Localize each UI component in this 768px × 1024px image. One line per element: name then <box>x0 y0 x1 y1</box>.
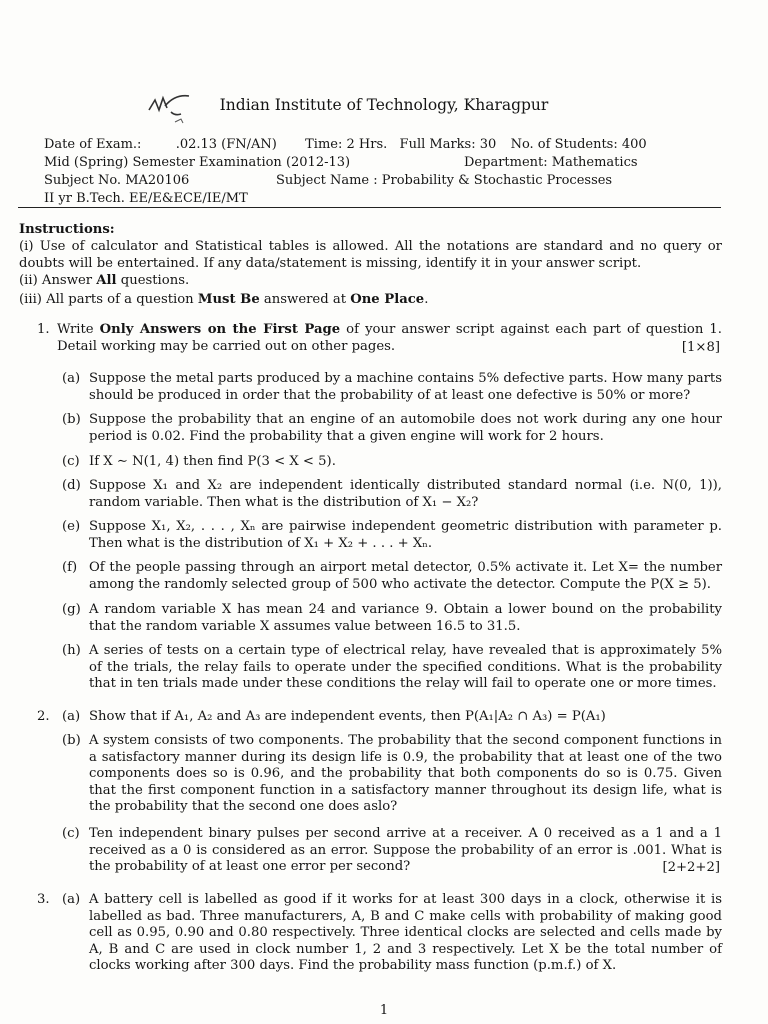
instruction-iii-mid: answered at <box>259 292 351 307</box>
q1-part-a-text: Suppose the metal parts produced by a machine contains 5% defective parts. How many parts should be produced in order that the probability of at least one defective is 50% or more? <box>89 371 722 403</box>
q1-intro-pre: Write <box>57 322 100 337</box>
q3-part-a-label: (a) <box>62 892 81 907</box>
q2-part-b-text: A system consists of two components. The probability that the second component functions in a satisfactory manner during its design life is 0.9, the probability that at least one of the two components does so is 0.96, and the probability that both components do so is 0.75. Given that the first component function in a satisfactory manner throughout its design life, what is the probability that the second one does aslo? <box>89 733 722 814</box>
q1-intro-bold: Only Answers on the First Page <box>99 322 341 337</box>
q2-part-c-label: (c) <box>62 826 80 841</box>
q1-part-d-label: (d) <box>62 478 81 493</box>
q1-part-f-text: Of the people passing through an airport metal detector, 0.5% activate it. Let X= the number among the randomly selected group of 500 who activate the detector. Compute the P(X ≥ 5). <box>89 560 722 592</box>
q2-part-a-label: (a) <box>62 709 81 724</box>
time: Time: 2 Hrs. <box>305 137 388 152</box>
institute-title: Indian Institute of Technology, Kharagpur <box>219 96 549 114</box>
header-row-1 <box>44 137 647 152</box>
q1-part-e-label: (e) <box>62 519 81 534</box>
q1-part-h-label: (h) <box>62 643 81 658</box>
instruction-ii-pre: (ii) Answer <box>19 273 97 288</box>
full-marks: Full Marks: 30 <box>399 137 497 152</box>
instruction-iii <box>19 292 428 309</box>
q2-part-b-label: (b) <box>62 733 81 748</box>
instruction-iii-post: . <box>424 292 429 307</box>
page-number: 1 <box>379 1003 389 1018</box>
q1-part-g-label: (g) <box>62 602 81 617</box>
q1-part-a-label: (a) <box>62 371 81 386</box>
exam-name: Mid (Spring) Semester Examination (2012-13) <box>44 155 351 170</box>
header-divider <box>18 207 721 208</box>
q1-part-d-text: Suppose X₁ and X₂ are independent identically distributed standard normal (i.e. N(0, 1)), random variable. Then what is the distribution of X₁ − X₂? <box>89 478 722 510</box>
q2-part-a-text: Show that if A₁, A₂ and A₃ are independent events, then P(A₁|A₂ ∩ A₃) = P(A₁) <box>89 709 606 724</box>
instruction-iii-pre: (iii) All parts of a question <box>19 292 198 307</box>
q1-part-f-label: (f) <box>62 560 78 575</box>
question-2-marks: [2+2+2] <box>662 860 720 875</box>
question-1-intro <box>57 322 722 355</box>
instruction-ii <box>19 273 189 290</box>
subject-name: Subject Name : Probability & Stochastic Processes <box>276 173 613 188</box>
question-2-number: 2. <box>37 709 50 724</box>
instruction-i: (i) Use of calculator and Statistical tables is allowed. All the notations are standard and no query or doubts will be entertained. If any data/statement is missing, identify it in your answer script. <box>19 239 722 271</box>
instruction-iii-bold2: One Place <box>350 292 425 307</box>
subject-no: Subject No. MA20106 <box>44 173 190 188</box>
q1-part-c-text: If X ∼ N(1, 4) then find P(3 < X < 5). <box>89 454 336 469</box>
q1-part-g-text: A random variable X has mean 24 and variance 9. Obtain a lower bound on the probability that the random variable X assumes value between 16.5 to 31.5. <box>89 602 722 634</box>
year-branch: II yr B.Tech. EE/E&ECE/IE/MT <box>44 191 248 206</box>
q2-part-c-text: Ten independent binary pulses per second arrive at a receiver. A 0 received as a 1 and a 1 received as a 0 is considered as an error. Suppose the probability of an error is .001. What is the probability of at least one error per second? <box>89 826 722 874</box>
department: Department: Mathematics <box>464 155 638 170</box>
instruction-ii-bold: All <box>96 273 117 288</box>
q1-part-b-text: Suppose the probability that an engine of an automobile does not work during any one hour period is 0.02. Find the probability that a given engine will work for 2 hours. <box>89 412 722 444</box>
no-of-students: No. of Students: 400 <box>510 137 647 152</box>
q1-part-b-label: (b) <box>62 412 81 427</box>
date-label: Date of Exam.: <box>44 137 142 152</box>
question-1-marks: [1×8] <box>681 340 720 355</box>
date-value: .02.13 (FN/AN) <box>175 137 277 152</box>
q1-part-c-label: (c) <box>62 454 80 469</box>
question-1-number: 1. <box>37 322 50 337</box>
q3-part-a-text: A battery cell is labelled as good if it works for at least 300 days in a clock, otherwise it is labelled as bad. Three manufacturers, A, B and C make cells with probability of making good cell as 0.95, 0.90 and 0.80 respectively. Three identical clocks are selected and cells made by A, B and C are used in clock number 1, 2 and 3 respectively. Let X be the total number of clocks working after 300 days. Find the probability mass function (p.m.f.) of X. <box>89 892 722 973</box>
instruction-ii-post: questions. <box>116 273 190 288</box>
question-3-number: 3. <box>37 892 50 907</box>
instructions-title: Instructions: <box>19 222 115 237</box>
q1-part-e-text: Suppose X₁, X₂, . . . , Xₙ are pairwise independent geometric distribution with parameter p. Then what is the distribution of X₁ + X₂ + . . . + Xₙ. <box>89 519 722 551</box>
instruction-iii-bold1: Must Be <box>197 292 260 307</box>
q1-part-h-text: A series of tests on a certain type of electrical relay, have revealed that is approximately 5% of the trials, the relay fails to operate under the specified conditions. What is the probability that in ten trials made under these conditions the relay will fail to operate one or more times. <box>89 643 722 691</box>
q1-intro-post: of your answer script against each part of question 1. Detail working may be carried out on other pages. <box>57 322 722 354</box>
